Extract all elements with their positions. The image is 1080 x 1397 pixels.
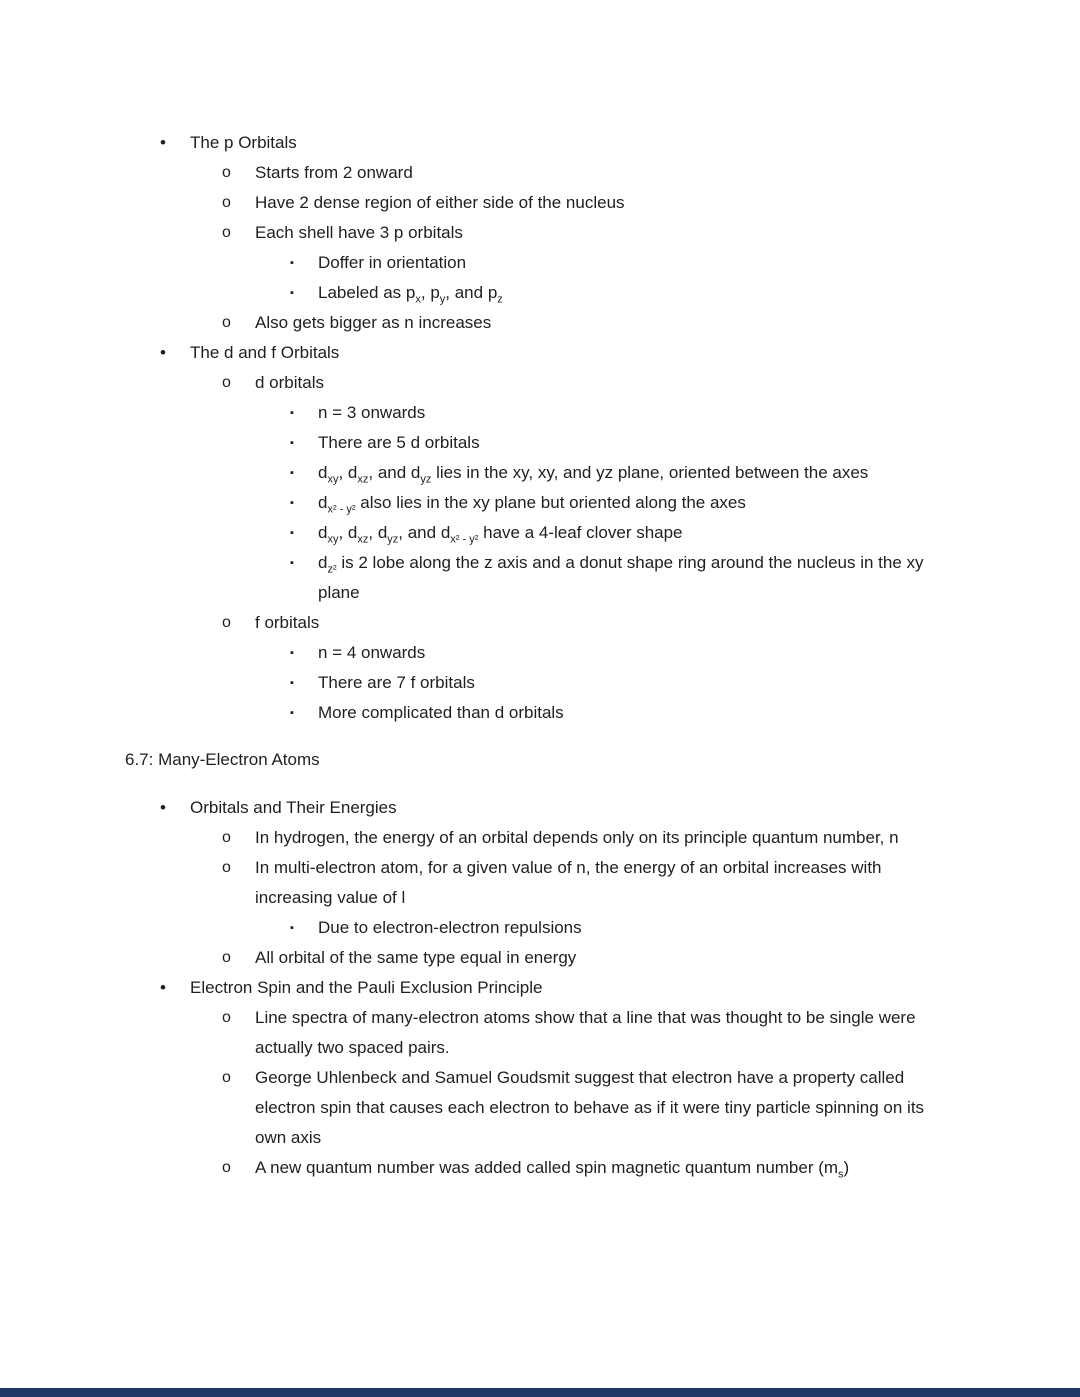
list-item: [222, 853, 945, 913]
bullet-marker: o: [222, 164, 231, 181]
list-item: [222, 158, 945, 188]
bullet-marker: o: [222, 829, 231, 846]
list-item: [222, 608, 945, 638]
list-item-text: $d_{xy}$, $d_{xz}$, $d_{yz}$, and $d_{x^2 - y^2}$ have a 4-leaf clover shape: [318, 523, 683, 546]
subscript-text: z²: [327, 563, 337, 576]
list-item-text: Line spectra of many-electron atoms show that a line that was thought to be single were actually two spaced pairs.: [255, 1008, 916, 1057]
list-item: [290, 278, 945, 308]
bullet-marker: ▪: [290, 707, 294, 719]
bullet-marker: ▪: [290, 437, 294, 449]
bullet-marker: o: [222, 194, 231, 211]
subscript-text: s: [838, 1168, 844, 1181]
list-item: [290, 398, 945, 428]
list-item: [290, 518, 945, 548]
list-item: [160, 128, 945, 158]
bullet-marker: ▪: [290, 557, 294, 569]
bullet-marker: o: [222, 949, 231, 966]
page-bottom-bar: [0, 1388, 1080, 1397]
list-item-text: Each shell have 3 p orbitals: [255, 223, 463, 242]
list-item: [290, 248, 945, 278]
list-item: [160, 973, 945, 1003]
list-item-text: Orbitals and Their Energies: [190, 798, 397, 817]
list-item-text: The p Orbitals: [190, 133, 297, 152]
list-item-text: In hydrogen, the energy of an orbital depends only on its principle quantum number, n: [255, 828, 899, 847]
subscript-text: z: [497, 293, 503, 306]
bullet-marker: •: [160, 343, 166, 362]
list-item-text: In multi-electron atom, for a given value of n, the energy of an orbital increases with increasing value of l: [255, 858, 882, 907]
list-item-text: There are 7 f orbitals: [318, 673, 475, 692]
list-item: [222, 218, 945, 248]
list-item: [222, 943, 945, 973]
bullet-marker: o: [222, 1069, 231, 1086]
list-item: [290, 458, 945, 488]
list-item-text: $d_{z^2}$ is 2 lobe along the z axis and a donut shape ring around the nucleus in the xy plane: [318, 553, 924, 602]
bullet-marker: ▪: [290, 287, 294, 299]
bullet-marker: •: [160, 978, 166, 997]
list-item-text: Also gets bigger as n increases: [255, 313, 492, 332]
list-item: [290, 913, 945, 943]
subscript-text: yz: [420, 473, 432, 486]
bullet-marker: ▪: [290, 677, 294, 689]
bullet-marker: •: [160, 133, 166, 152]
bullet-marker: ▪: [290, 407, 294, 419]
bullet-marker: o: [222, 859, 231, 876]
subscript-text: yz: [387, 533, 399, 546]
bullet-marker: ▪: [290, 467, 294, 479]
list-item-text: $d_{xy}$, $d_{xz}$, and $d_{yz}$ lies in the xy, xy, and yz plane, oriented between the axes: [318, 463, 869, 486]
list-item-text: More complicated than d orbitals: [318, 703, 564, 722]
subscript-text: xz: [357, 533, 369, 546]
list-item: [290, 638, 945, 668]
list-item-text: Have 2 dense region of either side of the nucleus: [255, 193, 625, 212]
list-item: [290, 548, 945, 608]
list-item-text: George Uhlenbeck and Samuel Goudsmit suggest that electron have a property called electron spin that causes each electron to behave as if it were tiny particle spinning on its own axis: [255, 1068, 925, 1147]
section-heading: 6.7: Many-Electron Atoms: [125, 750, 320, 769]
list-item-text: Labeled as $p_x$, $p_y$, and $p_z$: [318, 283, 503, 306]
bullet-marker: ▪: [290, 497, 294, 509]
list-item: [222, 1153, 945, 1183]
list-item-text: Doffer in orientation: [318, 253, 467, 272]
list-item: [222, 368, 945, 398]
list-item: [290, 428, 945, 458]
list-item: [160, 338, 945, 368]
list-item-text: Due to electron-electron repulsions: [318, 918, 582, 937]
bullet-marker: •: [160, 798, 166, 817]
subscript-text: x² - y²: [327, 503, 356, 516]
subscript-text: xy: [327, 533, 339, 546]
subscript-text: xy: [327, 473, 339, 486]
list-item-text: $d_{x^2 - y^2}$ also lies in the xy plane but oriented along the axes: [318, 493, 746, 516]
list-item-text: The d and f Orbitals: [190, 343, 340, 362]
bullet-marker: ▪: [290, 922, 294, 934]
bullet-marker: ▪: [290, 647, 294, 659]
list-item-text: Starts from 2 onward: [255, 163, 413, 182]
list-item-text: Electron Spin and the Pauli Exclusion Principle: [190, 978, 543, 997]
bullet-marker: o: [222, 614, 231, 631]
subscript-text: xz: [357, 473, 369, 486]
list-item: [222, 188, 945, 218]
bullet-marker: o: [222, 314, 231, 331]
list-item-text: A new quantum number was added called spin magnetic quantum number $(m_s)$: [255, 1158, 850, 1181]
bullet-marker: o: [222, 224, 231, 241]
list-item: [290, 668, 945, 698]
list-item-text: n = 4 onwards: [318, 643, 426, 662]
list-item: [222, 1003, 945, 1063]
list-item: [160, 793, 945, 823]
list-item-text: d orbitals: [255, 373, 324, 392]
subscript-text: x: [415, 293, 421, 306]
list-item: [222, 308, 945, 338]
list-item-text: f orbitals: [255, 613, 320, 632]
bullet-marker: o: [222, 1159, 231, 1176]
subscript-text: y: [439, 293, 446, 306]
list-item-text: n = 3 onwards: [318, 403, 426, 422]
bullet-marker: o: [222, 374, 231, 391]
list-item: [290, 698, 945, 728]
list-item-text: There are 5 d orbitals: [318, 433, 480, 452]
bullet-marker: ▪: [290, 257, 294, 269]
list-item: [222, 1063, 945, 1153]
list-item: [290, 488, 945, 518]
bullet-marker: ▪: [290, 527, 294, 539]
list-item: [222, 823, 945, 853]
bullet-marker: o: [222, 1009, 231, 1026]
subscript-text: x² - y²: [450, 533, 479, 546]
list-item-text: All orbital of the same type equal in energy: [255, 948, 577, 967]
